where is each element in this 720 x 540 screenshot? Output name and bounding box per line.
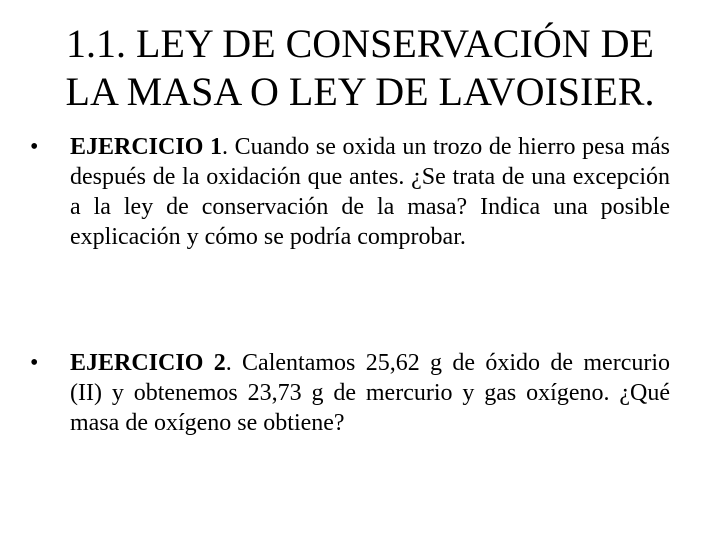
bullet: • <box>30 134 39 160</box>
exercise-1-text: . Cuando se oxida un trozo de hierro pesa más después de la oxidación que antes. ¿Se trata de una excepción a la ley de conservación de la masa? Indica una posible explicación y cómo se podría comprobar. <box>70 134 670 250</box>
exercise-2-body <box>70 348 670 438</box>
exercise-2-label: EJERCICIO 2 <box>70 350 226 376</box>
exercise-1-label: EJERCICIO 1 <box>70 134 222 160</box>
slide-title <box>20 20 700 116</box>
exercise-1-body <box>70 132 670 252</box>
exercise-2-text: . Calentamos 25,62 g de óxido de mercurio (II) y obtenemos 23,73 g de mercurio y gas oxígeno. ¿Qué masa de oxígeno se obtiene? <box>70 350 671 436</box>
title-line-1: 1.1. LEY DE CONSERVACIÓN DE <box>66 21 654 66</box>
title-line-2: LA MASA O LEY DE LAVOISIER. <box>65 69 655 114</box>
bullet: • <box>30 350 39 376</box>
